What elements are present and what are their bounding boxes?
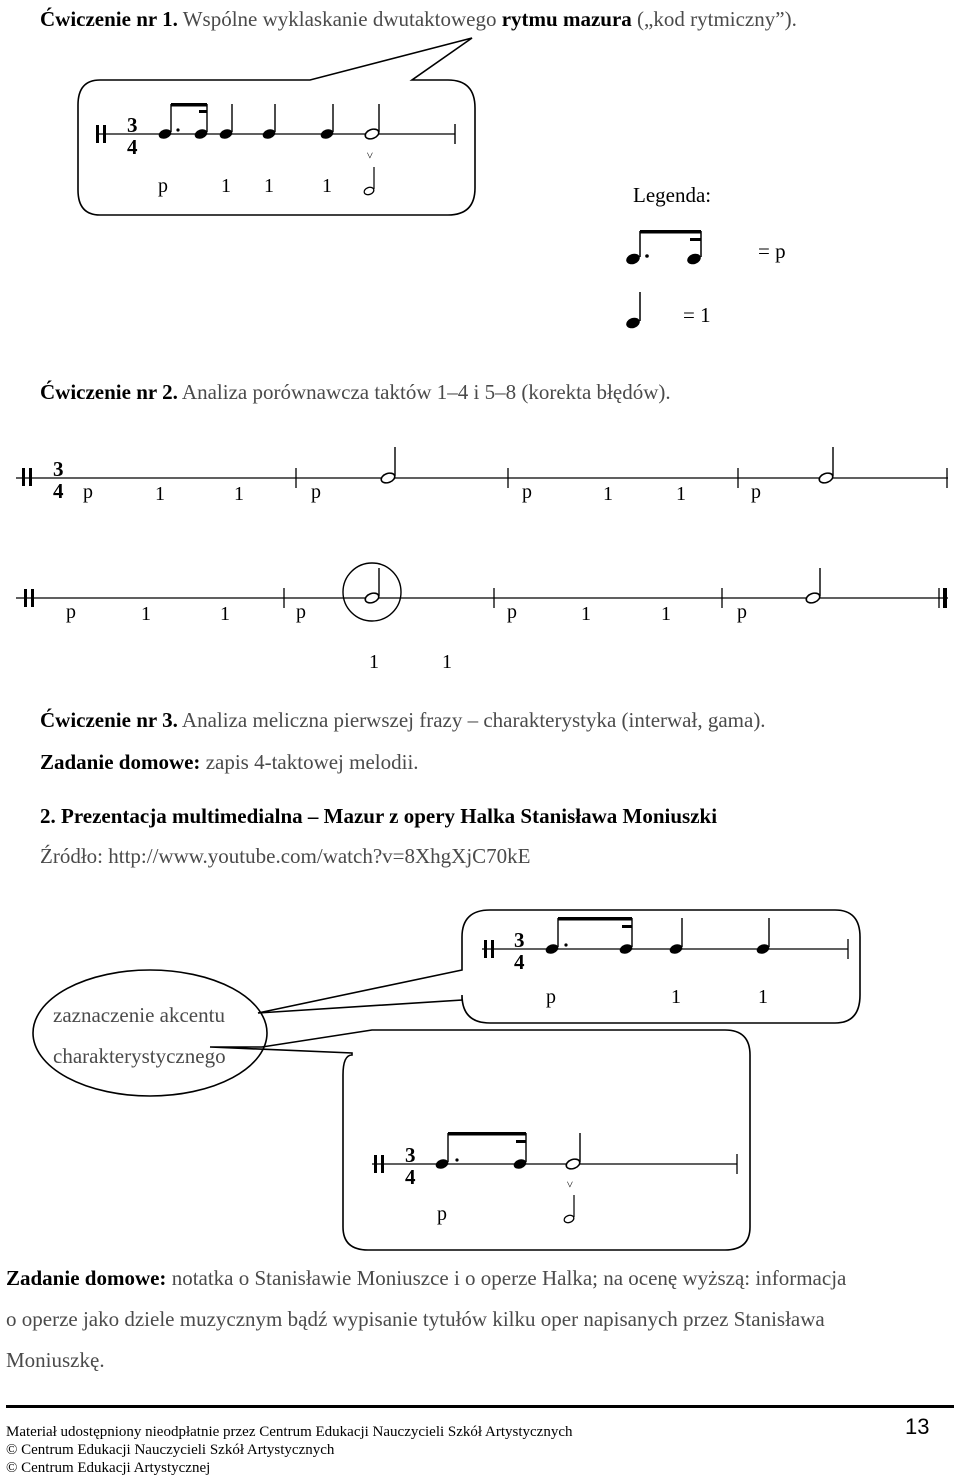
rhythm1-syl-2: 1 bbox=[264, 175, 274, 197]
line1-syl-5: 1 bbox=[603, 483, 613, 505]
time-sig-bottom-3: 4 bbox=[514, 950, 525, 974]
time-sig-top-3: 3 bbox=[514, 928, 525, 952]
exercise-2-rhythm-lines bbox=[0, 430, 960, 680]
section-2-heading bbox=[40, 803, 717, 829]
time-sig-bottom-4: 4 bbox=[405, 1165, 416, 1189]
accent-label-line1: zaznaczenie akcentu bbox=[53, 1003, 225, 1027]
rhythm1-syl-1: 1 bbox=[221, 175, 231, 197]
section-2-number: 2. bbox=[40, 804, 56, 828]
exercise-3-hw-label: Zadanie domowe: bbox=[40, 750, 201, 774]
section-2-source: Źródło: http://www.youtube.com/watch?v=8XhgXjC70kE bbox=[40, 844, 531, 868]
line2-below-1: 1 bbox=[442, 651, 452, 673]
time-sig-top-2: 3 bbox=[53, 457, 64, 481]
rhythm2-syl-2: 1 bbox=[758, 986, 768, 1008]
exercise-3-label: Ćwiczenie nr 3. bbox=[40, 708, 178, 732]
line1-syl-4: p bbox=[522, 481, 532, 503]
rhythm2-syl-1: 1 bbox=[671, 986, 681, 1008]
homework-line2: o operze jako dziele muzycznym bądź wypisanie tytułów kilku oper napisanych przez Stanisława bbox=[6, 1307, 825, 1331]
accent-mark-1: > bbox=[363, 152, 377, 159]
line1-syl-6: 1 bbox=[676, 483, 686, 505]
page-number: 13 bbox=[905, 1414, 930, 1439]
line1-syl-1: 1 bbox=[155, 483, 165, 505]
exercise-1-text2: („kod rytmiczny”). bbox=[631, 7, 797, 31]
rhythm1-syl-0: p bbox=[158, 175, 168, 197]
footer-line1: Materiał udostępniony nieodpłatnie przez Centrum Edukacji Nauczycieli Szkół Artystycznych bbox=[6, 1424, 573, 1440]
rhythm1-syl-3: 1 bbox=[322, 175, 332, 197]
footer-line3: © Centrum Edukacji Artystycznej bbox=[6, 1460, 211, 1476]
exercise-1-label: Ćwiczenie nr 1. bbox=[40, 7, 178, 31]
homework-line1 bbox=[6, 1265, 846, 1291]
line2-syl-3: p bbox=[296, 601, 306, 623]
line2-syl-7: p bbox=[737, 601, 747, 623]
section-2-title: Prezentacja multimedialna – Mazur z opery Halka Stanisława Moniuszki bbox=[61, 804, 718, 828]
exercise-3-text: Analiza meliczna pierwszej frazy – charakterystyka (interwał, gama). bbox=[177, 708, 766, 732]
legend-title: Legenda: bbox=[633, 183, 712, 207]
line2-below-0: 1 bbox=[369, 651, 379, 673]
exercise-2-label: Ćwiczenie nr 2. bbox=[40, 380, 178, 404]
rhythm2-syl-0: p bbox=[546, 986, 556, 1008]
line2-syl-1: 1 bbox=[141, 603, 151, 625]
homework-label: Zadanie domowe: bbox=[6, 1266, 167, 1290]
exercise-2-text: Analiza porównawcza taktów 1–4 i 5–8 (korekta błędów). bbox=[177, 380, 671, 404]
line1-syl-7: p bbox=[751, 481, 761, 503]
exercise-2-heading bbox=[40, 379, 671, 405]
rhythm-bubble-1 bbox=[0, 0, 960, 420]
rhythm3-syl-0: p bbox=[437, 1203, 447, 1225]
time-sig-top-1: 3 bbox=[127, 113, 138, 137]
accent-label-line2: charakterystycznego bbox=[53, 1044, 226, 1068]
line1-syl-3: p bbox=[311, 481, 321, 503]
homework-text1: notatka o Stanisławie Moniuszce i o operze Halka; na ocenę wyższą: informacja bbox=[166, 1266, 847, 1290]
line1-syl-2: 1 bbox=[234, 483, 244, 505]
accent-mark-2: > bbox=[563, 1181, 577, 1188]
legend-dotted-value: = p bbox=[758, 239, 786, 263]
line1-syl-0: p bbox=[83, 481, 93, 503]
line2-syl-5: 1 bbox=[581, 603, 591, 625]
footer-line2: © Centrum Edukacji Nauczycieli Szkół Artystycznych bbox=[6, 1442, 335, 1458]
homework-line3: Moniuszkę. bbox=[6, 1348, 105, 1372]
line2-syl-0: p bbox=[66, 601, 76, 623]
exercise-1-bold: rytmu mazura bbox=[501, 7, 632, 31]
time-sig-bottom-1: 4 bbox=[127, 135, 138, 159]
time-sig-bottom-2: 4 bbox=[53, 479, 64, 503]
legend-quarter-value: = 1 bbox=[683, 303, 711, 327]
exercise-3-heading bbox=[40, 707, 766, 733]
footer-divider bbox=[6, 1405, 954, 1408]
line2-syl-6: 1 bbox=[661, 603, 671, 625]
line2-syl-2: 1 bbox=[220, 603, 230, 625]
exercise-3-homework bbox=[40, 749, 419, 775]
accent-diagram bbox=[0, 895, 960, 1255]
exercise-3-hw-text: zapis 4-taktowej melodii. bbox=[200, 750, 419, 774]
time-sig-top-4: 3 bbox=[405, 1143, 416, 1167]
exercise-1-text: Wspólne wyklaskanie dwutaktowego bbox=[177, 7, 502, 31]
line2-syl-4: p bbox=[507, 601, 517, 623]
